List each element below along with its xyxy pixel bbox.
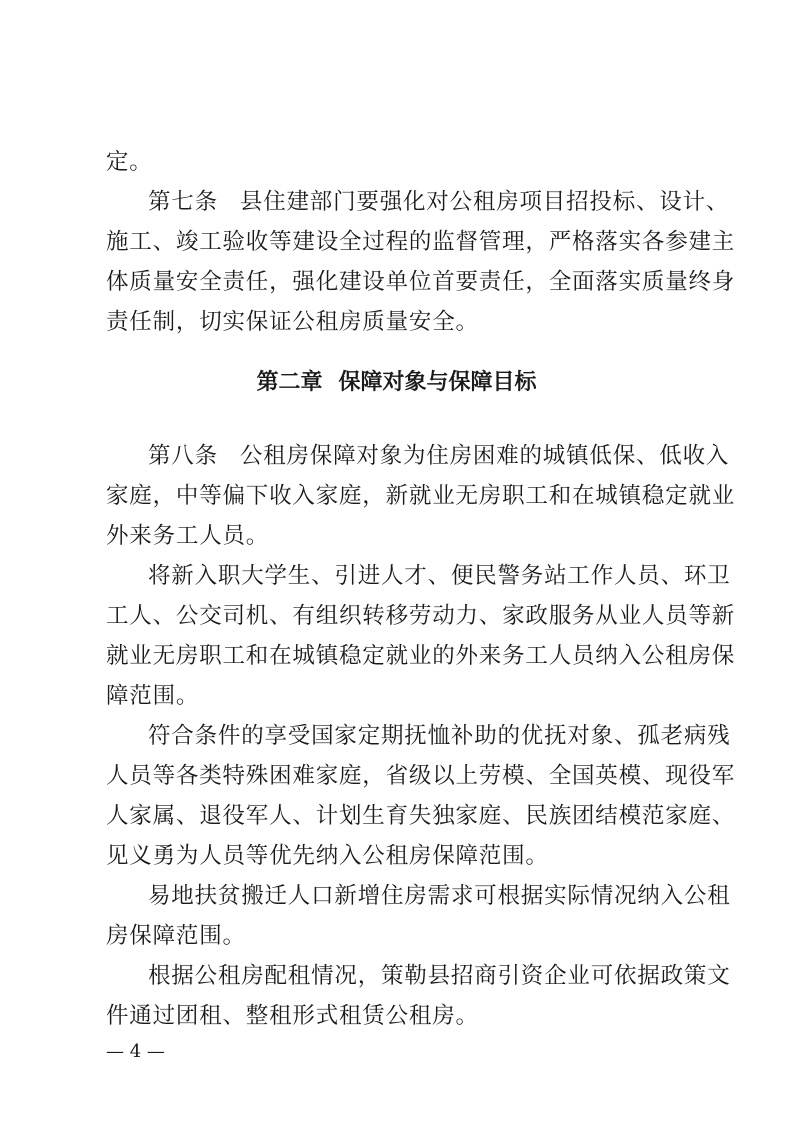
paragraph-line: 符合条件的享受国家定期抚恤补助的优抚对象、孤老病残	[148, 723, 731, 749]
paragraph-line: 家庭，中等偏下收入家庭，新就业无房职工和在城镇稳定就业	[106, 483, 736, 509]
chapter-number: 第二章	[256, 370, 323, 395]
paragraph-text: 县住建部门要强化对公租房项目招投标、设计、	[239, 189, 730, 215]
paragraph-line: 定。	[106, 149, 153, 175]
article-label: 第八条	[148, 443, 218, 469]
chapter-heading	[0, 368, 793, 398]
paragraph-line: 人员等各类特殊困难家庭，省级以上劳模、全国英模、现役军	[106, 763, 736, 789]
paragraph-line: 根据公租房配租情况，策勒县招商引资企业可依据政策文	[148, 963, 731, 989]
paragraph-line: 体质量安全责任，强化建设单位首要责任，全面落实质量终身	[106, 269, 736, 295]
chapter-title: 保障对象与保障目标	[338, 370, 537, 395]
paragraph-line: 将新入职大学生、引进人才、便民警务站工作人员、环卫	[148, 563, 731, 589]
paragraph-line: 施工、竣工验收等建设全过程的监督管理，严格落实各参建主	[106, 229, 736, 255]
page-number: — 4 —	[106, 1041, 165, 1062]
paragraph-line: 障范围。	[106, 683, 200, 709]
article-label: 第七条	[148, 189, 218, 215]
paragraph-line: 外来务工人员。	[106, 523, 270, 549]
paragraph-text: 公租房保障对象为住房困难的城镇低保、低收入	[239, 443, 730, 469]
paragraph-line: 易地扶贫搬迁人口新增住房需求可根据实际情况纳入公租	[148, 883, 731, 909]
article-7-first-line	[148, 187, 748, 217]
paragraph-line: 件通过团租、整租形式租赁公租房。	[106, 1003, 479, 1029]
paragraph-line: 就业无房职工和在城镇稳定就业的外来务工人员纳入公租房保	[106, 643, 736, 669]
paragraph-line: 见义勇为人员等优先纳入公租房保障范围。	[106, 843, 549, 869]
paragraph-line: 人家属、退役军人、计划生育失独家庭、民族团结模范家庭、	[106, 803, 736, 829]
paragraph-line: 房保障范围。	[106, 923, 246, 949]
paragraph-line: 责任制，切实保证公租房质量安全。	[106, 309, 479, 335]
article-8-first-line	[148, 441, 748, 471]
paragraph-line: 工人、公交司机、有组织转移劳动力、家政服务从业人员等新	[106, 603, 736, 629]
